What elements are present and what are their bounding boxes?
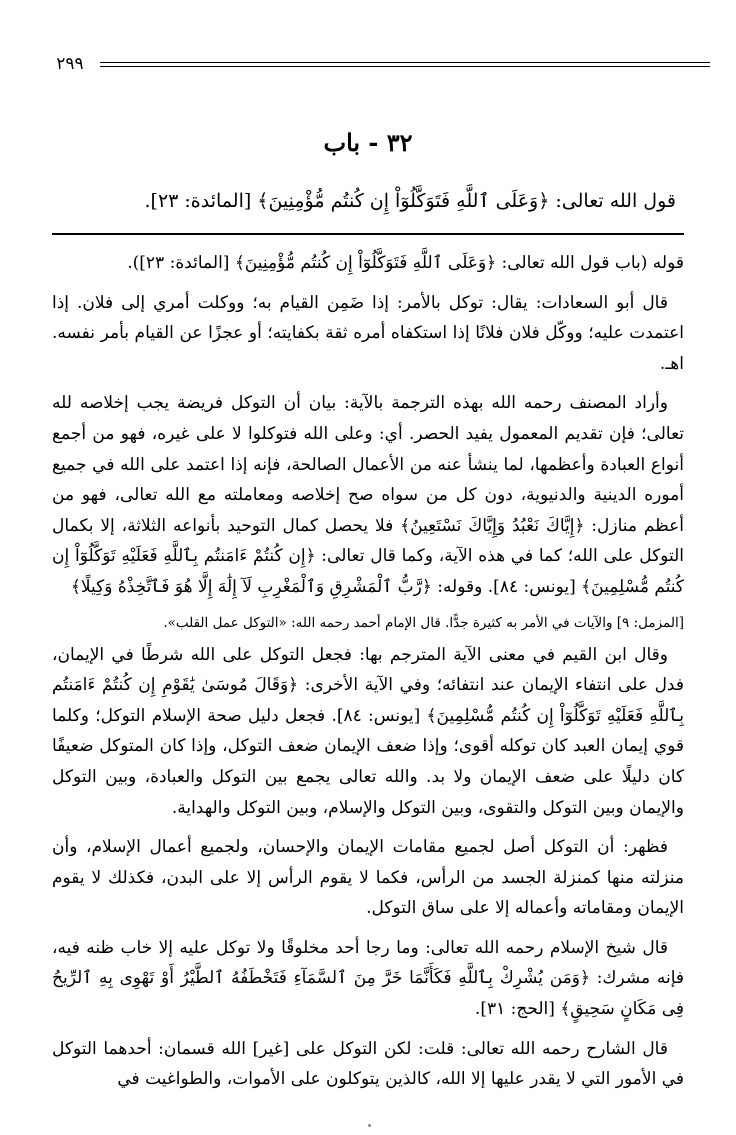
header-rule-line [100, 66, 710, 67]
commentary [52, 248, 684, 1104]
section-divider [52, 233, 684, 235]
page-dot [368, 1124, 371, 1127]
commentary-paragraph: قوله (باب قول الله تعالى: ﴿وَعَلَى ٱللَّهِ فَتَوَكَّلُوٓاْ إِن كُنتُم مُّؤْمِنِينَ﴾ [المائدة: ٢٣]). [127, 253, 684, 273]
commentary-paragraph: قال أبو السعادات: يقال: توكل بالأمر: إذا ضَمِن القيام به؛ ووكلت أمري إلى فلان. إذا اعتمدت عليه؛ ووكّل فلان فلانًا إذا استكفاه أمره ثقة بكفايته؛ أو عجزًا عن القيام بأمر نفسه. اهـ. [52, 292, 684, 374]
chapter-title: ٣٢ - باب [323, 128, 413, 157]
header-rule-line [100, 62, 710, 63]
main-text: قول الله تعالى: ﴿وَعَلَى ٱللَّهِ فَتَوَكَّلُوٓاْ إِن كُنتُم مُّؤْمِنِينَ﴾ [المائدة: ٢٣]. [144, 190, 676, 212]
commentary-paragraph: فظهر: أن التوكل أصل لجميع مقامات الإيمان والإحسان، ولجميع أعمال الإسلام، وأن منزلته منها كمنزلة الجسد من الرأس، فكما لا يقوم الرأس إلا على البدن، فكذلك لا يقوم الإيمان ومقاماته وأعماله إلا على ساق التوكل. [52, 837, 684, 919]
commentary-paragraph: وأراد المصنف رحمه الله بهذه الترجمة بالآية: بيان أن التوكل فريضة يجب إخلاصه لله تعالى؛ فإن تقديم المعمول يفيد الحصر. أي: وعلى الله فتوكلوا لا على غيره، فهو من أجمع أنواع العبادة وأعظمها، لما ينشأ عنه من الأعمال الصالحة، فإنه إذا اعتمد على الله في جميع أموره الدينية والدنيوية، دون كل من سواه صح إخلاصه ومعاملته مع الله تعالى، فهو من أعظم منازل: ﴿إِيَّاكَ نَعْبُدُ وَإِيَّاكَ نَسْتَعِينُ﴾ فلا يحصل كمال التوحيد بأنواعه الثلاثة، إلا بكمال التوكل على الله؛ كما في هذه الآية، وكما قال تعالى: ﴿إِن كُنتُمْ ءَامَنتُم بِٱللَّهِ فَعَلَيْهِ تَوَكَّلُوٓاْ إِن كُنتُم مُّسْلِمِينَ﴾ [يونس: ٨٤]. وقوله: ﴿رَّبُّ ٱلْمَشْرِقِ وَٱلْمَغْرِبِ لَآ إِلَٰهَ إِلَّا هُوَ فَٱتَّخِذْهُ وَكِيلًا﴾ [52, 393, 684, 597]
commentary-note: [المزمل: ٩] والآيات في الأمر به كثيرة جدًّا. قال الإمام أحمد رحمه الله: «التوكل عمل القلب». [163, 614, 684, 631]
commentary-paragraph: وقال ابن القيم في معنى الآية المترجم بها: فجعل التوكل على الله شرطًا في الإيمان، فدل على انتفاء الإيمان عند انتفائه؛ وفي الآية الأخرى: ﴿وَقَالَ مُوسَىٰ يَٰقَوْمِ إِن كُنتُمْ ءَامَنتُم بِٱللَّهِ فَعَلَيْهِ تَوَكَّلُوٓاْ إِن كُنتُم مُّسْلِمِينَ﴾ [يونس: ٨٤]. فجعل دليل صحة الإسلام التوكل؛ وكلما قوي إيمان العبد كان توكله أقوى؛ وإذا ضعف الإيمان ضعف التوكل، وإذا كان المتوكل ضعيفًا كان دليلًا على ضعف الإيمان ولا بد. والله تعالى يجمع بين التوكل والعبادة، وبين التوكل والإيمان وبين التوكل والتقوى، وبين التوكل والإسلام، وبين التوكل والهداية. [52, 644, 684, 818]
commentary-paragraph: قال الشارح رحمه الله تعالى: قلت: لكن التوكل على [غير] الله قسمان: أحدهما التوكل في الأمور التي لا يقدر عليها إلا الله، كالذين يتوكلون على الأموات، والطواغيت في [52, 1038, 684, 1090]
commentary-paragraph: قال شيخ الإسلام رحمه الله تعالى: وما رجا أحد مخلوقًا ولا توكل عليه إلا خاب ظنه فيه، فإنه مشرك: ﴿وَمَن يُشْرِكْ بِٱللَّهِ فَكَأَنَّمَا خَرَّ مِنَ ٱلسَّمَآءِ فَتَخْطَفُهُ ٱلطَّيْرُ أَوْ تَهْوِى بِهِ ٱلرِّيحُ فِى مَكَانٍ سَحِيقٍ﴾ [الحج: ٣١]. [52, 937, 684, 1020]
header-double-rule [100, 62, 710, 68]
page-number: ٢٩٩ [56, 54, 84, 74]
